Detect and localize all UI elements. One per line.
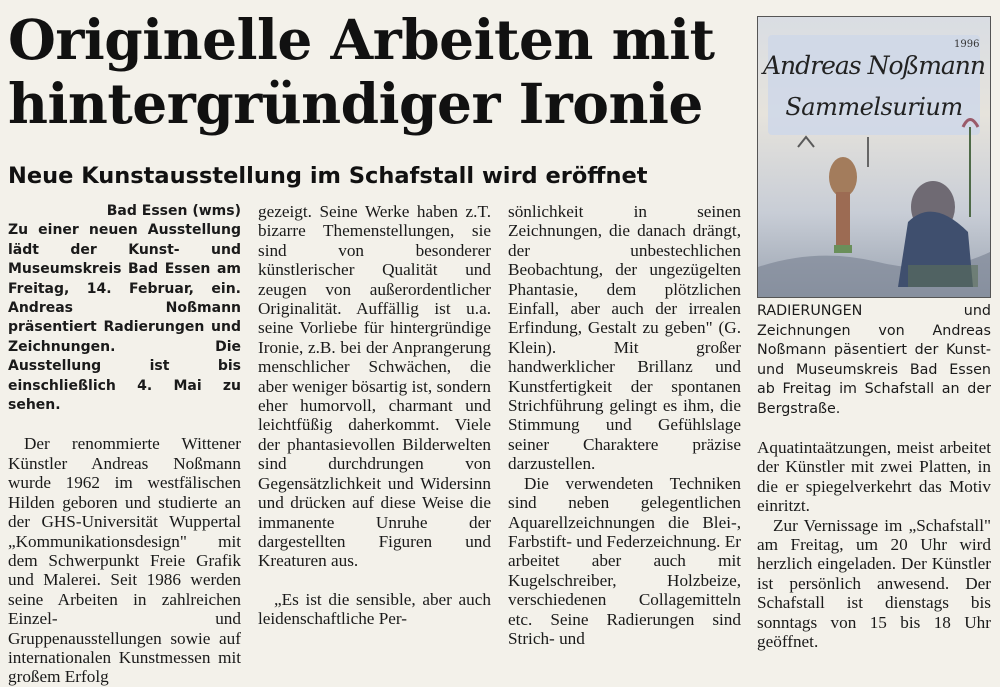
body-paragraph: Zur Vernissage im „Schafstall" am Freitag, um 20 Uhr wird herzlich eingeladen. Der Künstler ist persönlich anwesend. Der Schafstall ist dienstags bis sonntags von 15 bis 18 Uhr geöffnet. [757, 515, 991, 652]
article-column-4 [757, 302, 991, 651]
article-column-3 [508, 202, 741, 648]
subheadline: Neue Kunstausstellung im Schafstall wird eröffnet [8, 163, 648, 189]
body-paragraph: sönlichkeit in seinen Zeichnungen, die danach drängt, der unbestechlichen Beobachtung, der ungezügelten Phantasie, dem plötzlichen Einfall, aber auch der irrealen Erfindung, Gestalt zu geben" (G. Klein). Mit großer handwerklicher Brillanz und Kunstfertigkeit der spontanen Strichführung gelingt es ihm, die Stimmung und Gefühlslage seiner Charaktere präzise darzustellen. [508, 202, 741, 474]
body-paragraph: Der renommierte Wittener Künstler Andreas Noßmann wurde 1962 im westfälischen Hilden geboren und studierte an der GHS-Universität Wuppertal „Kommunikationsdesign" mit dem Schwerpunkt Freie Grafik und Malerei. Seit 1986 werden seine Arbeiten in zahlreichen Einzel- und Gruppenausstellungen sowie auf internationalen Kunstmessen mit großem Erfolg [8, 434, 241, 687]
body-paragraph: Aquatintaätzungen, meist arbeitet der Künstler mit zwei Platten, in die er spiegelverkehrt das Motiv einritzt. [757, 438, 991, 516]
headline: Originelle Arbeiten mit hintergründiger Ironie [8, 7, 715, 136]
dateline: Bad Essen (wms) [106, 203, 241, 219]
artwork-sign-title: Sammelsurium [785, 93, 963, 121]
artwork-sign-year: 1996 [954, 39, 980, 50]
lead-paragraph: Zu einer neuen Ausstellung lädt der Kunst- und Museumskreis Bad Essen am Freitag, 14. Februar, ein. Andreas Noßmann präsentiert Radierungen und Zeichnungen. Die Ausstellung ist bis einschließlich 4. Mai zu sehen. [8, 222, 241, 414]
article-column-1 [8, 202, 241, 687]
photo-caption: RADIERUNGEN und Zeichnungen von Andreas Noßmann päsentiert der Kunst- und Museumskreis Bad Essen ab Freitag im Schafstall an der Bergstraße. [757, 303, 991, 417]
body-paragraph: gezeigt. Seine Werke haben z.T. bizarre Themenstellungen, sie sind von besonderer künstlerischer Qualität und zeugen von außerordentlicher Originalität. Auffällig ist u.a. seine Vorliebe für hintergründige Ironie, z.B. bei der Anprangerung menschlicher Schwächen, die aber weniger bösartig ist, sondern eher humorvoll, charmant und leichtfüßig daherkommt. Viele der phantasievollen Bilderwelten sind durchdrungen von Gegensätzlichkeit und Widersinn und drücken auf diese Weise die immanente Unruhe der dargestellten Figuren und Kreaturen aus. [258, 202, 491, 571]
body-paragraph: „Es ist die sensible, aber auch leidenschaftliche Per- [258, 589, 491, 629]
article-column-2 [258, 202, 491, 629]
body-paragraph: Die verwendeten Techniken sind neben gelegentlichen Aquarellzeichnungen die Blei-, Farbstift- und Federzeichnung. Er arbeitet aber auch mit Kugelschreiber, Holzbeize, verschiedenen Collagemitteln etc. Seine Radierungen sind Strich- und [508, 473, 741, 648]
artwork-photo [757, 16, 991, 298]
artwork-sign-artist: Andreas Noßmann [762, 51, 986, 80]
